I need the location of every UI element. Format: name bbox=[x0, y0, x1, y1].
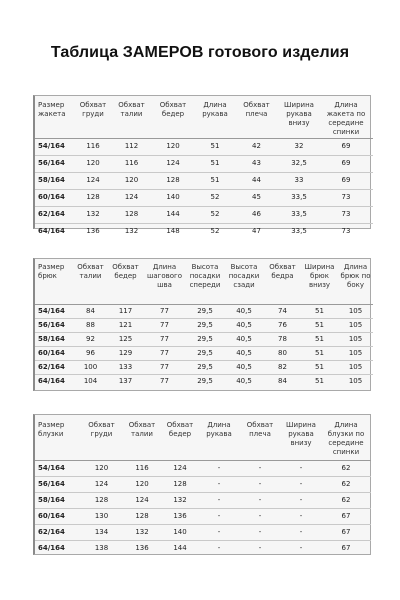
table-row bbox=[35, 206, 373, 223]
table-row bbox=[35, 460, 371, 476]
table-row bbox=[35, 346, 373, 360]
value-cell: 62 bbox=[321, 492, 371, 508]
column-header: Обхват бедер bbox=[150, 96, 196, 138]
value-cell: 33,5 bbox=[279, 189, 319, 206]
value-cell: 69 bbox=[319, 138, 373, 155]
value-cell: - bbox=[281, 492, 321, 508]
column-header: Обхват груди bbox=[73, 96, 113, 138]
value-cell: 128 bbox=[161, 476, 199, 492]
value-cell: 29,5 bbox=[186, 374, 224, 388]
value-cell: - bbox=[199, 460, 239, 476]
value-cell: 29,5 bbox=[186, 304, 224, 318]
table-body bbox=[35, 460, 371, 556]
jacket-measurements-table bbox=[33, 95, 371, 236]
value-cell: 80 bbox=[264, 346, 301, 360]
value-cell: 133 bbox=[108, 360, 143, 374]
column-header: Длина шагового шва bbox=[143, 259, 186, 304]
value-cell: - bbox=[239, 524, 281, 540]
value-cell: 52 bbox=[196, 206, 234, 223]
value-cell: 132 bbox=[161, 492, 199, 508]
value-cell: 40,5 bbox=[224, 346, 264, 360]
column-header: Обхват груди bbox=[80, 415, 123, 460]
value-cell: 40,5 bbox=[224, 332, 264, 346]
value-cell: 82 bbox=[264, 360, 301, 374]
value-cell: - bbox=[199, 524, 239, 540]
value-cell: 116 bbox=[123, 460, 161, 476]
value-cell: 62 bbox=[321, 460, 371, 476]
size-cell: 58/164 bbox=[35, 332, 73, 346]
value-cell: 124 bbox=[80, 476, 123, 492]
column-header: Длина рукава bbox=[196, 96, 234, 138]
value-cell: 69 bbox=[319, 155, 373, 172]
value-cell: 88 bbox=[73, 318, 108, 332]
size-cell: 64/164 bbox=[35, 540, 80, 556]
value-cell: 105 bbox=[338, 360, 373, 374]
value-cell: 47 bbox=[234, 223, 279, 240]
value-cell: 128 bbox=[150, 172, 196, 189]
value-cell: 67 bbox=[321, 524, 371, 540]
value-cell: 74 bbox=[264, 304, 301, 318]
value-cell: 124 bbox=[73, 172, 113, 189]
size-cell: 60/164 bbox=[35, 189, 73, 206]
value-cell: 136 bbox=[123, 540, 161, 556]
value-cell: - bbox=[239, 476, 281, 492]
value-cell: 76 bbox=[264, 318, 301, 332]
value-cell: 46 bbox=[234, 206, 279, 223]
table-row bbox=[35, 540, 371, 556]
table-row bbox=[35, 304, 373, 318]
column-header: Размер блузки bbox=[35, 415, 80, 460]
value-cell: 32 bbox=[279, 138, 319, 155]
value-cell: 67 bbox=[321, 508, 371, 524]
value-cell: 105 bbox=[338, 318, 373, 332]
value-cell: - bbox=[199, 540, 239, 556]
value-cell: - bbox=[239, 508, 281, 524]
value-cell: - bbox=[199, 476, 239, 492]
table-row bbox=[35, 172, 373, 189]
value-cell: 138 bbox=[80, 540, 123, 556]
page-title: Таблица ЗАМЕРОВ готового изделия bbox=[50, 44, 350, 61]
value-cell: 44 bbox=[234, 172, 279, 189]
value-cell: 52 bbox=[196, 189, 234, 206]
value-cell: - bbox=[239, 540, 281, 556]
table-body bbox=[35, 304, 373, 388]
table-header-row bbox=[35, 415, 371, 460]
column-header: Ширина рукава внизу bbox=[279, 96, 319, 138]
size-cell: 60/164 bbox=[35, 508, 80, 524]
value-cell: 40,5 bbox=[224, 374, 264, 388]
value-cell: 124 bbox=[113, 189, 150, 206]
value-cell: - bbox=[239, 492, 281, 508]
column-header: Высота посадки спереди bbox=[186, 259, 224, 304]
value-cell: 137 bbox=[108, 374, 143, 388]
value-cell: - bbox=[281, 540, 321, 556]
value-cell: - bbox=[199, 508, 239, 524]
value-cell: 128 bbox=[123, 508, 161, 524]
value-cell: 51 bbox=[301, 374, 338, 388]
table-row bbox=[35, 360, 373, 374]
value-cell: 51 bbox=[196, 138, 234, 155]
size-cell: 58/164 bbox=[35, 172, 73, 189]
value-cell: 51 bbox=[196, 155, 234, 172]
value-cell: 40,5 bbox=[224, 318, 264, 332]
column-header: Обхват талии bbox=[123, 415, 161, 460]
value-cell: 124 bbox=[161, 460, 199, 476]
value-cell: 120 bbox=[73, 155, 113, 172]
value-cell: 77 bbox=[143, 374, 186, 388]
value-cell: 96 bbox=[73, 346, 108, 360]
value-cell: 40,5 bbox=[224, 304, 264, 318]
value-cell: 120 bbox=[150, 138, 196, 155]
value-cell: 29,5 bbox=[186, 360, 224, 374]
column-header: Ширина рукава внизу bbox=[281, 415, 321, 460]
value-cell: 132 bbox=[123, 524, 161, 540]
value-cell: 144 bbox=[150, 206, 196, 223]
column-header: Длина рукава bbox=[199, 415, 239, 460]
value-cell: 62 bbox=[321, 476, 371, 492]
size-cell: 62/164 bbox=[35, 206, 73, 223]
value-cell: 29,5 bbox=[186, 346, 224, 360]
column-header: Высота посадки сзади bbox=[224, 259, 264, 304]
column-header: Обхват плеча bbox=[239, 415, 281, 460]
value-cell: 78 bbox=[264, 332, 301, 346]
size-cell: 60/164 bbox=[35, 346, 73, 360]
table-row bbox=[35, 318, 373, 332]
value-cell: 129 bbox=[108, 346, 143, 360]
column-header: Обхват бедер bbox=[108, 259, 143, 304]
value-cell: 105 bbox=[338, 332, 373, 346]
table-body bbox=[35, 138, 373, 240]
trousers-measurements-table bbox=[33, 258, 371, 391]
size-cell: 62/164 bbox=[35, 524, 80, 540]
value-cell: 136 bbox=[161, 508, 199, 524]
value-cell: 77 bbox=[143, 360, 186, 374]
column-header: Обхват талии bbox=[113, 96, 150, 138]
value-cell: 51 bbox=[196, 172, 234, 189]
value-cell: 29,5 bbox=[186, 332, 224, 346]
value-cell: - bbox=[281, 508, 321, 524]
value-cell: 105 bbox=[338, 374, 373, 388]
value-cell: 136 bbox=[73, 223, 113, 240]
value-cell: 125 bbox=[108, 332, 143, 346]
value-cell: 104 bbox=[73, 374, 108, 388]
value-cell: 100 bbox=[73, 360, 108, 374]
value-cell: 52 bbox=[196, 223, 234, 240]
table-header-row bbox=[35, 259, 373, 304]
value-cell: 120 bbox=[123, 476, 161, 492]
blouse-measurements-table bbox=[33, 414, 371, 555]
value-cell: 51 bbox=[301, 304, 338, 318]
table-row bbox=[35, 223, 373, 240]
column-header: Длина блузки по середине спинки bbox=[321, 415, 371, 460]
value-cell: 77 bbox=[143, 332, 186, 346]
size-cell: 54/164 bbox=[35, 138, 73, 155]
value-cell: 134 bbox=[80, 524, 123, 540]
value-cell: 117 bbox=[108, 304, 143, 318]
column-header: Размер брюк bbox=[35, 259, 73, 304]
value-cell: 120 bbox=[80, 460, 123, 476]
value-cell: 121 bbox=[108, 318, 143, 332]
size-cell: 62/164 bbox=[35, 360, 73, 374]
value-cell: 73 bbox=[319, 223, 373, 240]
table-row bbox=[35, 189, 373, 206]
table-row bbox=[35, 508, 371, 524]
column-header: Ширина брюк внизу bbox=[301, 259, 338, 304]
column-header: Обхват плеча bbox=[234, 96, 279, 138]
value-cell: 105 bbox=[338, 346, 373, 360]
value-cell: 69 bbox=[319, 172, 373, 189]
value-cell: 84 bbox=[264, 374, 301, 388]
size-cell: 54/164 bbox=[35, 460, 80, 476]
value-cell: 132 bbox=[73, 206, 113, 223]
size-cell: 56/164 bbox=[35, 476, 80, 492]
value-cell: 144 bbox=[161, 540, 199, 556]
column-header: Обхват бедер bbox=[161, 415, 199, 460]
value-cell: 73 bbox=[319, 206, 373, 223]
value-cell: 124 bbox=[150, 155, 196, 172]
value-cell: 51 bbox=[301, 332, 338, 346]
value-cell: 67 bbox=[321, 540, 371, 556]
size-cell: 54/164 bbox=[35, 304, 73, 318]
value-cell: 105 bbox=[338, 304, 373, 318]
value-cell: 45 bbox=[234, 189, 279, 206]
value-cell: 128 bbox=[73, 189, 113, 206]
value-cell: 51 bbox=[301, 360, 338, 374]
value-cell: 43 bbox=[234, 155, 279, 172]
value-cell: 92 bbox=[73, 332, 108, 346]
value-cell: - bbox=[239, 460, 281, 476]
column-header: Длина брюк по боку bbox=[338, 259, 373, 304]
table-row bbox=[35, 492, 371, 508]
value-cell: 51 bbox=[301, 318, 338, 332]
size-cell: 64/164 bbox=[35, 374, 73, 388]
value-cell: - bbox=[199, 492, 239, 508]
value-cell: 42 bbox=[234, 138, 279, 155]
value-cell: 77 bbox=[143, 346, 186, 360]
value-cell: 140 bbox=[150, 189, 196, 206]
column-header: Длина жакета по середине спинки bbox=[319, 96, 373, 138]
value-cell: 40,5 bbox=[224, 360, 264, 374]
value-cell: 77 bbox=[143, 304, 186, 318]
value-cell: 130 bbox=[80, 508, 123, 524]
table-row bbox=[35, 155, 373, 172]
table-row bbox=[35, 476, 371, 492]
value-cell: 116 bbox=[73, 138, 113, 155]
table-row bbox=[35, 374, 373, 388]
value-cell: 33,5 bbox=[279, 206, 319, 223]
value-cell: 32,5 bbox=[279, 155, 319, 172]
size-cell: 56/164 bbox=[35, 318, 73, 332]
column-header: Размер жакета bbox=[35, 96, 73, 138]
value-cell: 128 bbox=[80, 492, 123, 508]
size-cell: 56/164 bbox=[35, 155, 73, 172]
value-cell: 84 bbox=[73, 304, 108, 318]
table-row bbox=[35, 524, 371, 540]
value-cell: 124 bbox=[123, 492, 161, 508]
value-cell: 73 bbox=[319, 189, 373, 206]
value-cell: 33 bbox=[279, 172, 319, 189]
value-cell: 116 bbox=[113, 155, 150, 172]
size-cell: 64/164 bbox=[35, 223, 73, 240]
size-cell: 58/164 bbox=[35, 492, 80, 508]
value-cell: 33,5 bbox=[279, 223, 319, 240]
value-cell: 140 bbox=[161, 524, 199, 540]
column-header: Обхват талии bbox=[73, 259, 108, 304]
table-header-row bbox=[35, 96, 373, 138]
value-cell: - bbox=[281, 476, 321, 492]
value-cell: 29,5 bbox=[186, 318, 224, 332]
table-row bbox=[35, 332, 373, 346]
value-cell: 148 bbox=[150, 223, 196, 240]
value-cell: - bbox=[281, 460, 321, 476]
value-cell: 51 bbox=[301, 346, 338, 360]
value-cell: 112 bbox=[113, 138, 150, 155]
column-header: Обхват бедра bbox=[264, 259, 301, 304]
table-row bbox=[35, 138, 373, 155]
value-cell: 128 bbox=[113, 206, 150, 223]
value-cell: 120 bbox=[113, 172, 150, 189]
value-cell: 77 bbox=[143, 318, 186, 332]
value-cell: - bbox=[281, 524, 321, 540]
value-cell: 132 bbox=[113, 223, 150, 240]
